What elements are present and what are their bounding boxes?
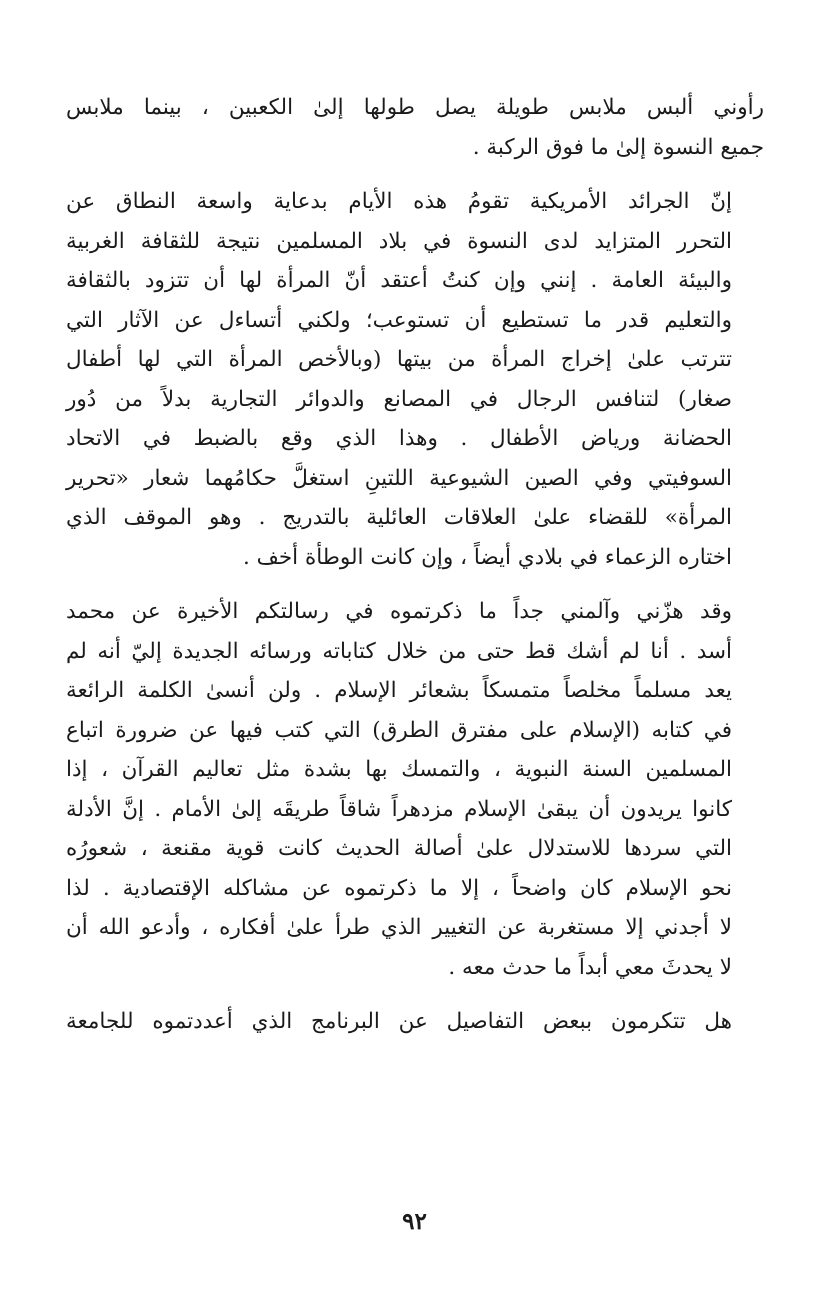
text-line: التحرر المتزايد لدى النسوة في بلاد المسلمين نتيجة للثقافة الغربية — [66, 228, 732, 254]
text-line: اختاره الزعماء في بلادي أيضاً ، وإن كانت الوطأة أخف . — [242, 544, 732, 570]
paragraph — [66, 1002, 764, 1042]
text-line: تترتب علىٰ إخراج المرأة من بيتها (وبالأخص المرأة التي لها أطفال — [66, 347, 732, 372]
text-line: صغار) لتنافس الرجال في المصانع والدوائر التجارية بدلاً من دُور — [66, 386, 732, 412]
paragraph — [66, 182, 764, 577]
text-line: والبيئة العامة . إنني وإن كنتُ أعتقد أنّ المرأة لها أن تتزود بالثقافة — [66, 268, 732, 293]
text-line: نحو الإسلام كان واضحاً ، إلا ما ذكرتموه عن مشاكله الإقتصادية . لذا — [66, 875, 732, 901]
text-line: لا أجدني إلا مستغربة عن التغيير الذي طرأ علىٰ أفكاره ، وأدعو الله أن — [66, 915, 732, 940]
text-line: المرأة» للقضاء علىٰ العلاقات العائلية بالتدريج . وهو الموقف الذي — [66, 505, 732, 530]
text-line: أسد . أنا لم أشك قط حتى من خلال كتاباته ورسائه الجديدة إليّ أنه لم — [66, 638, 732, 664]
text-line: هل تتكرمون ببعض التفاصيل عن البرنامج الذي أعددتموه للجامعة — [66, 1009, 732, 1034]
text-line: رأوني ألبس ملابس طويلة يصل طولها إلىٰ الكعبين ، بينما ملابس — [66, 95, 764, 120]
text-line: المسلمين السنة النبوية ، والتمسك بها بشدة مثل تعاليم القرآن ، إذا — [66, 757, 732, 782]
text-line: كانوا يريدون أن يبقىٰ الإسلام مزدهراً شاقاً طريقَه إلىٰ الأمام . إنَّ الأدلة — [66, 796, 732, 822]
text-line: لا يحدثَ معي أبداً ما حدث معه . — [448, 954, 732, 980]
text-line: الحضانة ورياض الأطفال . وهذا الذي وقع بالضبط في الاتحاد — [66, 426, 732, 451]
text-line: يعد مسلماً مخلصاً متمسكاً بشعائر الإسلام . ولن أنسىٰ الكلمة الرائعة — [66, 678, 732, 703]
paragraph — [66, 592, 764, 987]
text-line: والتعليم قدر ما تستطيع أن تستوعب؛ ولكني أتساءل عن الآثار التي — [66, 307, 732, 333]
page-body — [66, 88, 764, 1057]
text-line: إنّ الجرائد الأمريكية تقومُ هذه الأيام بدعاية واسعة النطاق عن — [66, 189, 732, 214]
text-line: وقد هزّني وآلمني جداً ما ذكرتموه في رسالتكم الأخيرة عن محمد — [66, 599, 732, 624]
text-line: السوفيتي وفي الصين الشيوعية اللتينِ استغلَّ حكامُهما شعار «تحرير — [66, 465, 732, 491]
text-line: جميع النسوة إلىٰ ما فوق الركبة . — [472, 134, 764, 160]
text-line: في كتابه (الإسلام على مفترق الطرق) التي كتب فيها عن ضرورة اتباع — [66, 717, 732, 743]
text-line: التي سردها للاستدلال علىٰ أصالة الحديث كانت قوية مقنعة ، شعورُه — [66, 836, 732, 861]
page-number: ٩٢ — [402, 1208, 427, 1235]
paragraph — [66, 88, 764, 167]
